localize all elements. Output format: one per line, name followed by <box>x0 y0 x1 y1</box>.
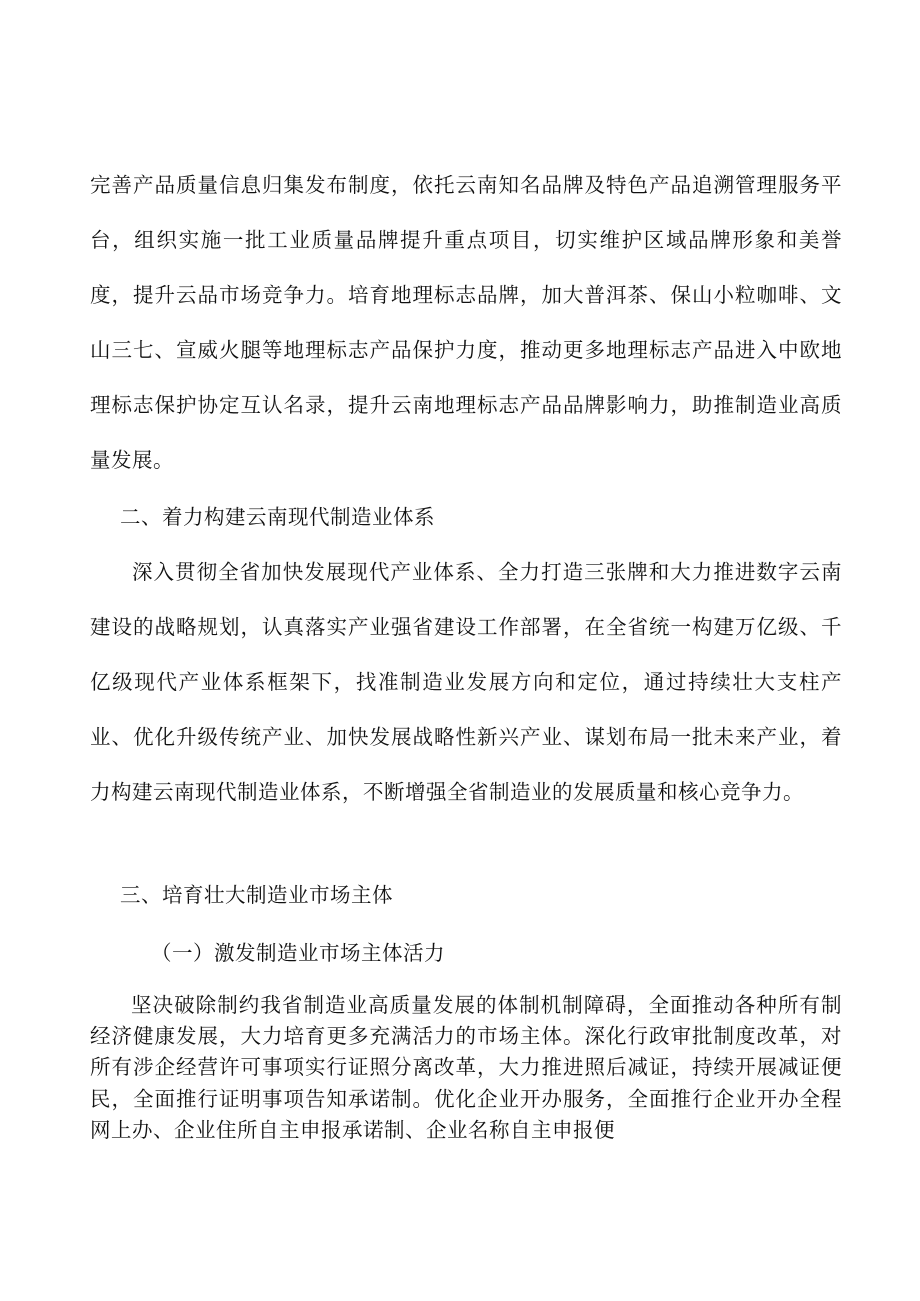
section-heading-2: 二、着力构建云南现代制造业体系 <box>120 505 435 529</box>
body-paragraph-market-entities: 坚决破除制约我省制造业高质量发展的体制机制障碍，全面推动各种所有制经济健康发展，大力培育更多充满活力的市场主体。深化行政审批制度改革，对所有涉企经营许可事项实行证照分离改革，大力推进照后减证，持续开展减证便民，全面推行证明事项告知承诺制。优化企业开办服务，全面推行企业开办全程网上办、企业住所自主申报承诺制、企业名称自主申报便 <box>90 993 842 1142</box>
body-paragraph-industry-system: 深入贯彻全省加快发展现代产业体系、全力打造三张牌和大力推进数字云南建设的战略规划，认真落实产业强省建设工作部署，在全省统一构建万亿级、千亿级现代产业体系框架下，找准制造业发展方向和定位，通过持续壮大支柱产业、优化升级传统产业、加快发展战略性新兴产业、谋划布局一批未来产业，着力构建云南现代制造业体系，不断增强全省制造业的发展质量和核心竞争力。 <box>90 560 842 804</box>
subsection-heading-3-1: （一）激发制造业市场主体活力 <box>151 941 445 965</box>
section-heading-3: 三、培育壮大制造业市场主体 <box>120 883 393 907</box>
body-paragraph-brand: 完善产品质量信息归集发布制度，依托云南知名品牌及特色产品追溯管理服务平台，组织实施一批工业质量品牌提升重点项目，切实维护区域品牌形象和美誉度，提升云品市场竞争力。培育地理标志品牌，加大普洱茶、保山小粒咖啡、文山三七、宣威火腿等地理标志产品保护力度，推动更多地理标志产品进入中欧地理标志保护协定互认名录，提升云南地理标志产品品牌影响力，助推制造业高质量发展。 <box>90 173 842 472</box>
